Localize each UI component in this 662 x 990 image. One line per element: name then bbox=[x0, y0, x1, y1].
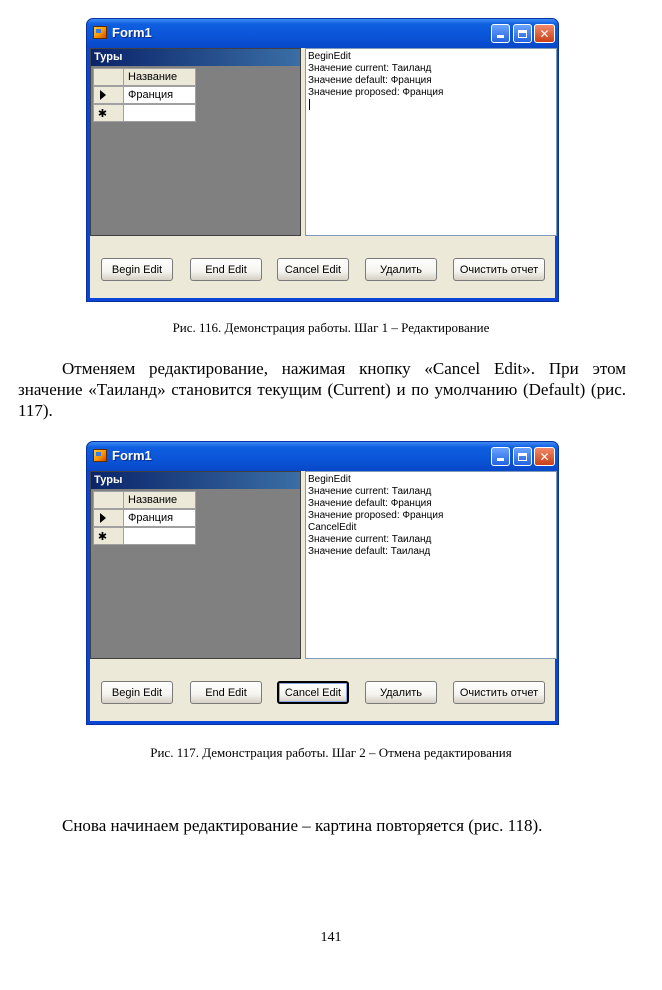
minimize-icon bbox=[497, 458, 504, 461]
window-title: Form1 bbox=[112, 25, 152, 40]
minimize-button[interactable] bbox=[491, 24, 510, 43]
log-line: CancelEdit bbox=[308, 522, 357, 533]
log-line: Значение current: Таиланд bbox=[308, 534, 432, 545]
column-header-name[interactable]: Название bbox=[124, 491, 196, 509]
grid-cell-name[interactable]: Франция bbox=[124, 86, 196, 104]
cancel-edit-button[interactable]: Cancel Edit bbox=[277, 681, 349, 704]
close-icon: ✕ bbox=[539, 26, 550, 41]
maximize-icon bbox=[518, 30, 527, 38]
current-row-arrow-icon bbox=[100, 513, 106, 523]
app-icon bbox=[93, 26, 107, 39]
text-caret bbox=[309, 99, 310, 110]
log-line: Значение default: Франция bbox=[308, 498, 432, 509]
log-line: BeginEdit bbox=[308, 51, 351, 62]
grid-corner-cell bbox=[93, 491, 124, 509]
log-line: BeginEdit bbox=[308, 474, 351, 485]
column-header-name[interactable]: Название bbox=[124, 68, 196, 86]
log-line: Значение current: Таиланд bbox=[308, 63, 432, 74]
log-line: Значение proposed: Франция bbox=[308, 510, 444, 521]
grid-caption: Туры bbox=[91, 472, 300, 489]
title-bar[interactable] bbox=[87, 19, 558, 48]
log-line: Значение default: Франция bbox=[308, 75, 432, 86]
clear-report-button[interactable]: Очистить отчет bbox=[453, 258, 545, 281]
maximize-button[interactable] bbox=[513, 24, 532, 43]
new-row-selector[interactable] bbox=[93, 527, 124, 545]
app-icon bbox=[93, 449, 107, 462]
page-number: 141 bbox=[320, 930, 342, 945]
clear-report-button[interactable]: Очистить отчет bbox=[453, 681, 545, 704]
maximize-icon bbox=[518, 453, 527, 461]
grid-caption: Туры bbox=[91, 49, 300, 66]
new-row-cell[interactable] bbox=[124, 104, 196, 122]
new-row-selector[interactable] bbox=[93, 104, 124, 122]
body-paragraph: Отменяем редактирование, нажимая кнопку «Cancel Edit». При этом значение «Таиланд» становится текущим (Current) и по умолчанию (Default) (рис. 117). bbox=[18, 359, 626, 420]
figure-caption: Рис. 116. Демонстрация работы. Шаг 1 – Редактирование bbox=[172, 320, 490, 335]
data-grid[interactable] bbox=[90, 471, 301, 659]
close-button[interactable] bbox=[534, 24, 555, 43]
minimize-button[interactable] bbox=[491, 447, 510, 466]
data-grid[interactable] bbox=[90, 48, 301, 236]
close-button[interactable] bbox=[534, 447, 555, 466]
form1-window-step1 bbox=[86, 18, 559, 302]
new-row[interactable] bbox=[93, 527, 196, 545]
grid-header-row bbox=[93, 491, 196, 509]
log-line: Значение current: Таиланд bbox=[308, 486, 432, 497]
table-row[interactable] bbox=[93, 86, 196, 104]
new-row-asterisk-icon: ✱ bbox=[97, 106, 108, 120]
end-edit-button[interactable]: End Edit bbox=[190, 258, 262, 281]
cancel-edit-button[interactable]: Cancel Edit bbox=[277, 258, 349, 281]
form-client-area bbox=[90, 48, 555, 298]
table-row[interactable] bbox=[93, 509, 196, 527]
window-title: Form1 bbox=[112, 448, 152, 463]
grid-cell-name[interactable]: Франция bbox=[124, 509, 196, 527]
new-row[interactable] bbox=[93, 104, 196, 122]
close-icon: ✕ bbox=[539, 449, 550, 464]
new-row-cell[interactable] bbox=[124, 527, 196, 545]
delete-button[interactable]: Удалить bbox=[365, 258, 437, 281]
maximize-button[interactable] bbox=[513, 447, 532, 466]
grid-corner-cell bbox=[93, 68, 124, 86]
delete-button[interactable]: Удалить bbox=[365, 681, 437, 704]
minimize-icon bbox=[497, 35, 504, 38]
new-row-asterisk-icon: ✱ bbox=[97, 529, 108, 543]
report-textbox[interactable] bbox=[305, 48, 557, 236]
grid-header-row bbox=[93, 68, 196, 86]
title-bar[interactable] bbox=[87, 442, 558, 471]
log-line: Значение proposed: Франция bbox=[308, 87, 444, 98]
form-client-area bbox=[90, 471, 555, 721]
begin-edit-button[interactable]: Begin Edit bbox=[101, 258, 173, 281]
row-selector[interactable] bbox=[93, 86, 124, 104]
begin-edit-button[interactable]: Begin Edit bbox=[101, 681, 173, 704]
report-textbox[interactable] bbox=[305, 471, 557, 659]
figure-caption: Рис. 117. Демонстрация работы. Шаг 2 – Отмена редактирования bbox=[150, 745, 512, 760]
end-edit-button[interactable]: End Edit bbox=[190, 681, 262, 704]
current-row-arrow-icon bbox=[100, 90, 106, 100]
row-selector[interactable] bbox=[93, 509, 124, 527]
body-paragraph: Снова начинаем редактирование – картина повторяется (рис. 118). bbox=[62, 816, 543, 835]
form1-window-step2 bbox=[86, 441, 559, 725]
log-line: Значение default: Таиланд bbox=[308, 546, 431, 557]
